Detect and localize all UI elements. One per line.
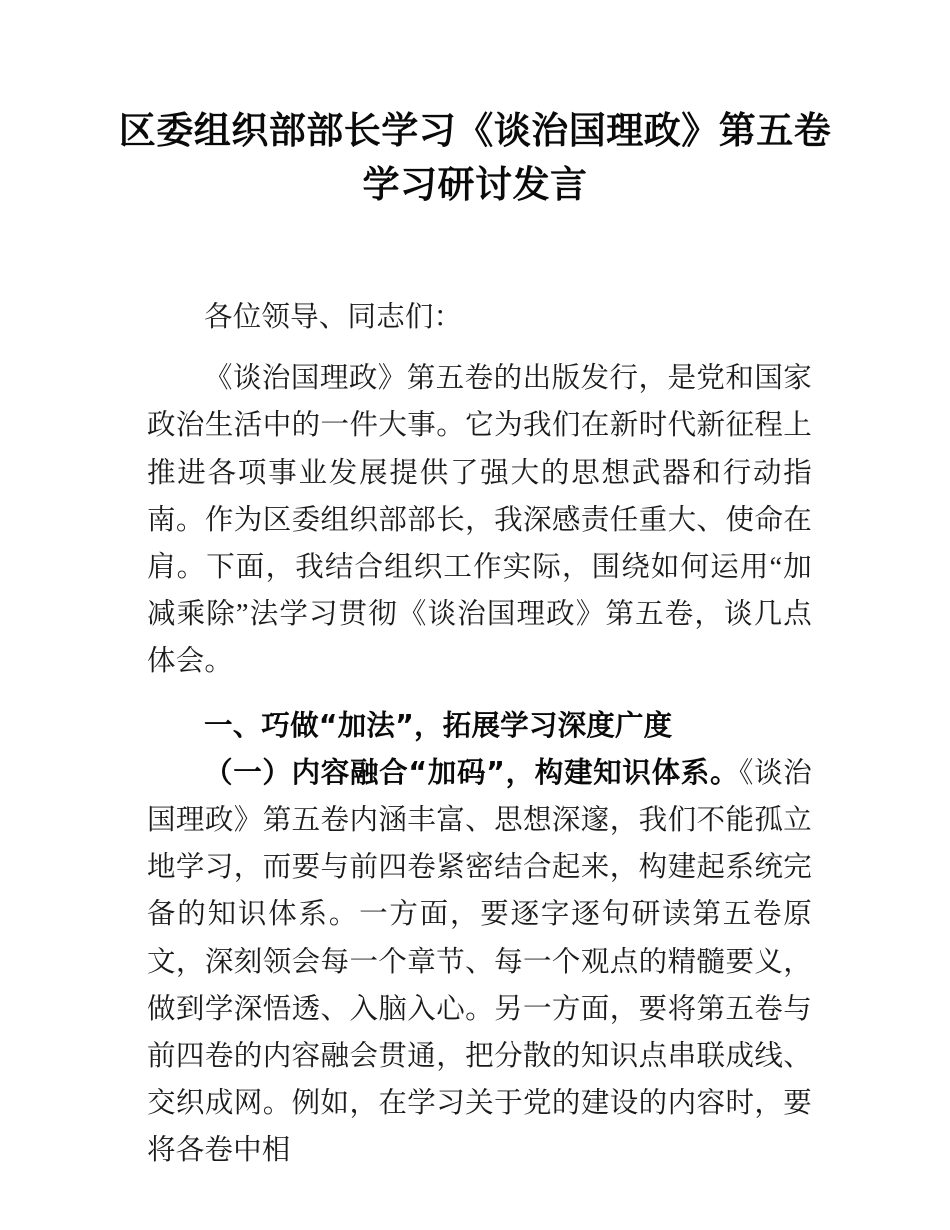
section-heading-1: 一、巧做“加法”，拓展学习深度广度 [204, 708, 673, 742]
page-title-line-2: 学习研讨发言 [362, 163, 588, 206]
subsection-1-1-lead: （一）内容融合“加码”，构建知识体系。 [204, 755, 740, 789]
page-title [115, 104, 835, 212]
salutation-paragraph: 各位领导、同志们： [204, 302, 463, 333]
subsection-1-1-body: 《谈治国理政》第五卷内涵丰富、思想深邃，我们不能孤立地学习，而要与前四卷紧密结合起来，构建起系统完备的知识体系。一方面，要逐字逐句研读第五卷原文，深刻领会每一个章节、每一个观点的精髓要义，做到学深悟透、入脑入心。另一方面，要将第五卷与前四卷的内容融会贯通，把分散的知识点串联成线、交织成网。例如，在学习关于党的建设的内容时，要将各卷中相 [147, 757, 812, 1167]
intro-paragraph: 《谈治国理政》第五卷的出版发行，是党和国家政治生活中的一件大事。它为我们在新时代新征程上推进各项事业发展提供了强大的思想武器和行动指南。作为区委组织部部长，我深感责任重大、使命在肩。下面，我结合组织工作实际，围绕如何运用“加减乘除”法学习贯彻《谈治国理政》第五卷，谈几点体会。 [147, 363, 812, 678]
document-body [147, 294, 812, 1175]
subsection-1-1-paragraph [147, 749, 812, 1175]
page-title-line-1: 区委组织部部长学习《谈治国理政》第五卷 [118, 109, 832, 152]
